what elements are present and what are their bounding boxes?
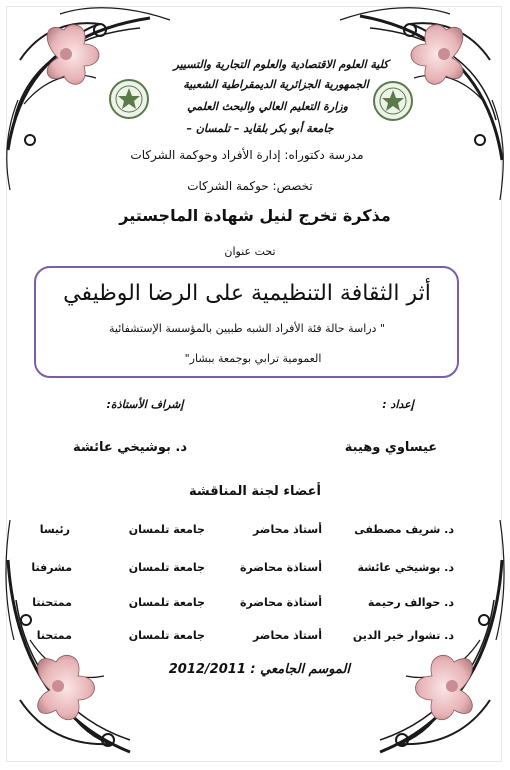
university-emblem-left <box>108 78 150 120</box>
member-university: جامعة تلمسان <box>128 596 205 609</box>
thesis-subtitle-line2: العمومية ترابي بوجمعة ببشار" <box>184 352 322 365</box>
member-name: د. بوشيخي عائشة <box>357 561 454 574</box>
member-role: ممتحنا <box>36 629 72 642</box>
university-name: جامعة أبو بكر بلقايد – تلمسان – <box>186 122 334 135</box>
member-role: ممتحنتا <box>32 596 72 609</box>
republic-name: الجمهورية الجزائرية الديمقراطية الشعبية <box>183 78 369 91</box>
memo-heading: مذكرة تخرج لنيل شهادة الماجستير <box>119 206 391 225</box>
member-rank: أستاذ محاضر <box>252 629 322 642</box>
committee-title: أعضاء لجنة المناقشة <box>188 484 322 499</box>
member-name: د. تشوار خير الدين <box>352 629 454 642</box>
faculty-name: كلية العلوم الاقتصادية والعلوم التجارية والتسيير <box>173 58 389 71</box>
supervised-by-label: إشراف الأستاذة: <box>106 398 184 411</box>
academic-year: الموسم الجامعي : 2012/2011 <box>168 662 350 677</box>
supervisor-name: د. بوشيخي عائشة <box>72 440 188 455</box>
member-university: جامعة تلمسان <box>128 629 205 642</box>
under-title-label: تحت عنوان <box>224 245 276 258</box>
ministry-name: وزارة التعليم العالي والبحث العلمي <box>187 100 348 113</box>
flower-top-right <box>411 25 463 85</box>
thesis-subtitle-line1: " دراسة حالة فئة الأفراد الشبه طبيين بالمؤسسة الإستشفائية <box>108 322 386 335</box>
member-name: د. حوالف رحيمة <box>367 596 454 609</box>
member-role: رئيسا <box>39 523 70 536</box>
member-university: جامعة تلمسان <box>128 561 205 574</box>
member-name: د. شريف مصطفى <box>354 523 454 536</box>
member-rank: أستاذ محاضر <box>252 523 322 536</box>
member-rank: أستاذة محاضرة <box>239 596 322 609</box>
member-rank: أستاذة محاضرة <box>239 561 322 574</box>
prepared-by-label: إعداد : <box>382 398 414 411</box>
doctoral-school: مدرسة دكتوراه: إدارة الأفراد وحوكمة الشركات <box>130 148 364 162</box>
specialty: تخصص: حوكمة الشركات <box>187 179 313 193</box>
thesis-title: أثر الثقافة التنظيمية على الرضا الوظيفي <box>63 281 431 306</box>
member-role: مشرفتا <box>31 561 72 574</box>
student-name: عيساوي وهيبة <box>344 440 438 455</box>
member-university: جامعة تلمسان <box>128 523 205 536</box>
